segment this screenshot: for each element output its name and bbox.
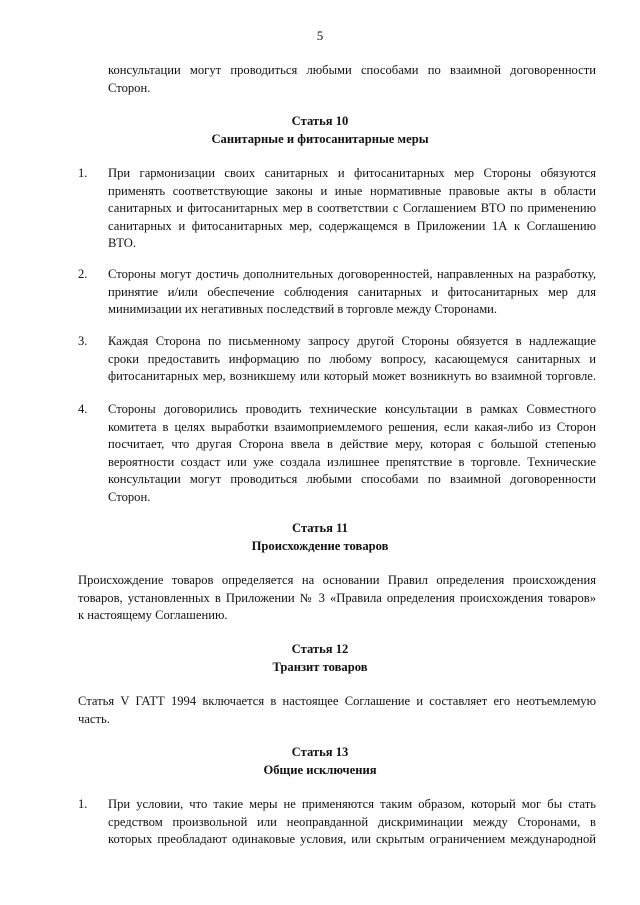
text-line: товаров, установленных в Приложении № 3 «Правила определения происхождения товаров» — [78, 590, 596, 605]
text-line: часть. — [78, 711, 110, 726]
text-line: Происхождение товаров определяется на основании Правил определения происхождения — [78, 573, 596, 587]
text-line: посчитает, что другая Сторона ввела в действие меру, которая с большой степенью — [108, 437, 596, 452]
text-line: консультации могут проводиться любыми способами по взаимной договоренности — [108, 63, 596, 77]
article-12-paragraph — [78, 693, 596, 728]
text-line: Каждая Сторона по письменному запросу другой Стороны обязуется в надлежащие — [108, 334, 596, 348]
article-11-subtitle: Происхождение товаров — [251, 539, 389, 553]
text-line: Сторон. — [108, 80, 151, 95]
article-13-subtitle: Общие исключения — [263, 763, 377, 777]
text-line: средством произвольной или неоправданной дискриминации между Сторонами, в — [108, 814, 596, 829]
text-line: При гармонизации своих санитарных и фитосанитарных мер Стороны обязуются — [108, 166, 596, 180]
item-number: 1. — [78, 797, 88, 811]
article-13-title: Статья 13 — [291, 745, 349, 759]
article-12-subtitle: Транзит товаров — [272, 660, 368, 674]
article-11-paragraph — [78, 572, 596, 625]
article-12-title: Статья 12 — [291, 642, 349, 656]
article-11-title: Статья 11 — [292, 521, 348, 535]
text-line: фитосанитарных мер, возникшему или который может возникнуть во взаимной торговле. — [108, 369, 596, 384]
item-number: 1. — [78, 166, 88, 180]
item-number: 4. — [78, 402, 88, 416]
item-number: 3. — [78, 334, 88, 348]
text-line: Сторон. — [108, 489, 151, 504]
text-line: Статья V ГАТТ 1994 включается в настоящее Соглашение и составляет его неотъемлемую — [78, 694, 596, 708]
text-line: к настоящему Соглашению. — [78, 608, 228, 623]
text-line: комитета в целях выработки взаимоприемлемого решения, если какая-либо из Сторон — [108, 419, 596, 434]
text-line: санитарных и фитосанитарных мер, содержащемся в Приложении 1А к Соглашению — [108, 218, 596, 233]
text-line: применять соответствующие законы и иные нормативные правовые акты в области — [108, 183, 596, 198]
text-line: принятие и/или обеспечение соблюдения санитарных и фитосанитарных мер для — [108, 284, 596, 299]
article-10-subtitle: Санитарные и фитосанитарные меры — [211, 132, 429, 146]
text-line: санитарных и фитосанитарных мер в соответствии с Соглашением ВТО по применению — [108, 201, 596, 216]
text-line: Стороны договорились проводить технические консультации в рамках Совместного — [108, 402, 596, 416]
continuation-paragraph — [108, 62, 596, 97]
text-line: вероятности создаст или уже создала излишнее препятствие в торговле. Технические — [108, 454, 596, 469]
item-number: 2. — [78, 267, 88, 281]
text-line: которых преобладают одинаковые условия, или скрытым ограничением международной — [108, 832, 596, 847]
text-line: При условии, что такие меры не применяются таким образом, который мог бы стать — [108, 797, 596, 811]
text-line: ВТО. — [108, 236, 137, 251]
page-number: 5 — [316, 28, 324, 43]
text-line: консультации могут проводиться любыми способами по взаимной договоренности — [108, 472, 596, 487]
article-10-title: Статья 10 — [291, 114, 349, 128]
text-line: Стороны могут достичь дополнительных договоренностей, направленных на разработку, — [108, 267, 596, 281]
text-line: сроки предоставить информацию по любому вопросу, касающемуся санитарных и — [108, 351, 596, 366]
text-line: минимизации их негативных последствий в торговле между Сторонами. — [108, 302, 498, 317]
